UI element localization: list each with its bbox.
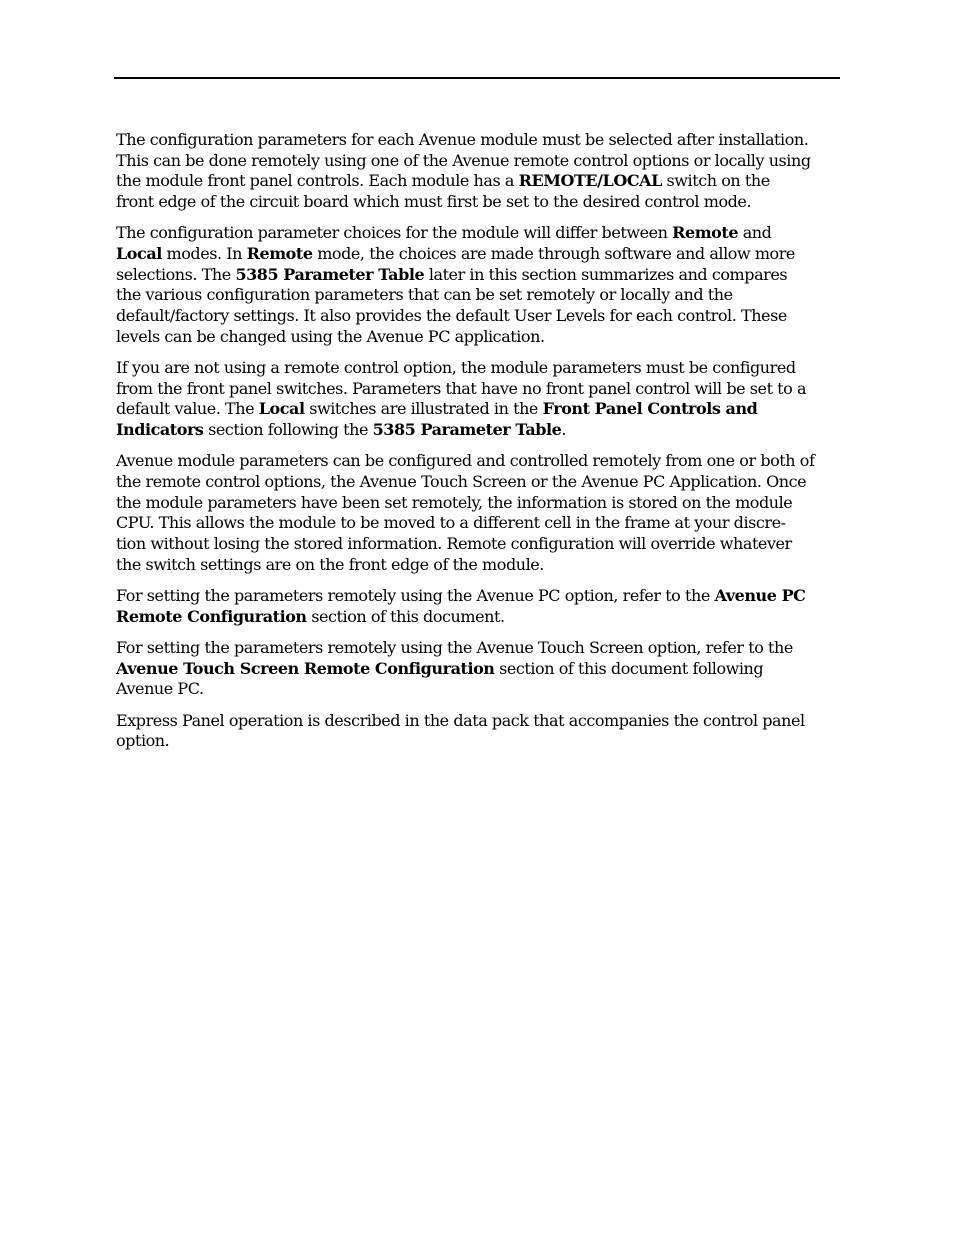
text-run: For setting the parameters remotely using the Avenue PC option, refer to the — [116, 586, 715, 606]
text-run: section of this document following — [494, 658, 764, 678]
text-run: selections. The — [116, 264, 236, 284]
bold-term: Avenue PC — [714, 586, 806, 606]
text-line — [116, 265, 840, 286]
bold-term: Remote — [246, 244, 313, 264]
text-run: front edge of the circuit board which must first be set to the desired control mode. — [116, 192, 752, 212]
text-line — [116, 607, 840, 628]
text-run: levels can be changed using the Avenue PC application. — [116, 326, 545, 346]
text-run: switch on the — [661, 171, 770, 191]
paragraph-6 — [116, 638, 840, 700]
text-run: mode, the choices are made through software and allow more — [312, 244, 795, 264]
text-line — [116, 586, 840, 607]
text-run: If you are not using a remote control option, the module parameters must be configured — [116, 358, 796, 378]
text-run: and — [738, 223, 772, 243]
text-line — [116, 679, 840, 700]
bold-term: 5385 Parameter Table — [372, 420, 562, 440]
text-run: For setting the parameters remotely using the Avenue Touch Screen option, refer to the — [116, 637, 793, 657]
text-line — [116, 327, 840, 348]
text-line — [116, 493, 840, 514]
bold-term: Local — [258, 399, 305, 419]
text-run: modes. In — [161, 244, 247, 264]
text-run: later in this section summarizes and compares — [424, 264, 788, 284]
bold-term: Local — [116, 244, 162, 264]
text-run: section of this document. — [306, 606, 505, 626]
text-line — [116, 130, 840, 151]
text-line — [116, 451, 840, 472]
text-run: the switch settings are on the front edge of the module. — [116, 554, 544, 574]
text-run: from the front panel switches. Parameters that have no front panel control will be set to a — [116, 378, 807, 398]
text-run: default/factory settings. It also provides the default User Levels for each control. These — [116, 306, 787, 326]
paragraph-2 — [116, 223, 840, 347]
bold-term: Remote Configuration — [116, 606, 307, 626]
text-run: The configuration parameter choices for the module will differ between — [116, 223, 673, 243]
text-line — [116, 285, 840, 306]
paragraph-4 — [116, 451, 840, 575]
text-run: Avenue PC. — [116, 679, 204, 699]
text-line — [116, 638, 840, 659]
text-run: switches are illustrated in the — [304, 399, 543, 419]
text-run: option. — [116, 731, 170, 751]
text-line — [116, 555, 840, 576]
bold-term: 5385 Parameter Table — [235, 264, 425, 284]
text-line — [116, 306, 840, 327]
paragraph-1 — [116, 130, 840, 213]
bold-term: Indicators — [116, 420, 204, 440]
text-run: default value. The — [116, 399, 259, 419]
text-run: the remote control options, the Avenue Touch Screen or the Avenue PC Application. Once — [116, 472, 807, 492]
bold-term: Front Panel Controls and — [542, 399, 758, 419]
text-run: Express Panel operation is described in the data pack that accompanies the control panel — [116, 710, 805, 730]
text-run: the module front panel controls. Each module has a — [116, 171, 519, 191]
text-run: the various configuration parameters that can be set remotely or locally and the — [116, 285, 733, 305]
paragraph-7 — [116, 711, 840, 752]
text-line — [116, 513, 840, 534]
text-line — [116, 711, 840, 732]
text-line — [116, 420, 840, 441]
text-line — [116, 358, 840, 379]
text-line — [116, 534, 840, 555]
paragraph-5 — [116, 586, 840, 627]
text-line — [116, 472, 840, 493]
text-run: section following the — [203, 420, 373, 440]
text-run: This can be done remotely using one of the Avenue remote control options or locally using — [116, 150, 811, 170]
text-line — [116, 244, 840, 265]
bold-term: REMOTE/LOCAL — [518, 171, 662, 191]
text-line — [116, 223, 840, 244]
text-line — [116, 192, 840, 213]
text-run: . — [561, 420, 566, 440]
text-run: CPU. This allows the module to be moved to a different cell in the frame at your discre- — [116, 513, 786, 533]
bold-term: Remote — [672, 223, 739, 243]
body-text — [116, 130, 840, 762]
text-line — [116, 151, 840, 172]
paragraph-3 — [116, 358, 840, 441]
header-rule — [114, 77, 840, 79]
text-line — [116, 659, 840, 680]
bold-term: Avenue Touch Screen Remote Configuration — [116, 658, 495, 678]
text-line — [116, 399, 840, 420]
text-run: tion without losing the stored information. Remote configuration will override whatever — [116, 534, 792, 554]
text-line — [116, 731, 840, 752]
text-line — [116, 379, 840, 400]
text-run: Avenue module parameters can be configured and controlled remotely from one or both of — [116, 451, 815, 471]
text-run: The configuration parameters for each Avenue module must be selected after installation. — [116, 130, 809, 149]
text-line — [116, 171, 840, 192]
text-run: the module parameters have been set remotely, the information is stored on the module — [116, 492, 793, 512]
